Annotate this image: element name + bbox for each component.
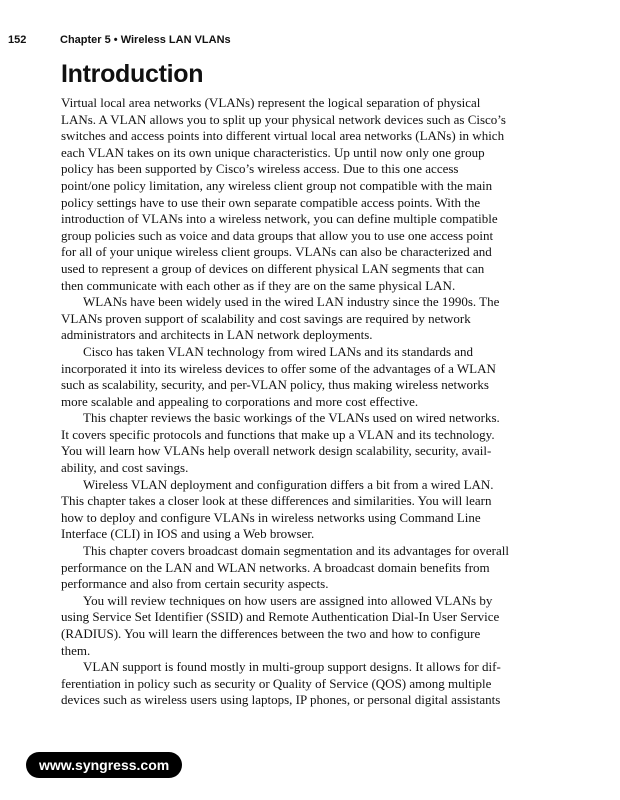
text-line: ability, and cost savings. xyxy=(61,460,189,476)
text-line: This chapter takes a closer look at these differences and similarities. You will learn xyxy=(61,493,492,509)
text-line: such as scalability, security, and per-VLAN policy, thus making wireless networks xyxy=(61,377,489,393)
paragraph-first-line: VLAN support is found mostly in multi-group support designs. It allows for dif- xyxy=(83,659,501,675)
text-line: using Service Set Identifier (SSID) and Remote Authentication Dial-In User Service xyxy=(61,609,500,625)
text-line: incorporated it into its wireless devices to offer some of the advantages of a WLAN xyxy=(61,360,496,376)
text-line: switches and access points into different virtual local area networks (LANs) in which xyxy=(61,128,505,144)
text-line: VLANs proven support of scalability and cost savings are required by network xyxy=(61,310,471,326)
text-line: It covers specific protocols and functions that make up a VLAN and its technology. xyxy=(61,426,495,442)
text-line: Interface (CLI) in IOS and using a Web browser. xyxy=(61,526,315,542)
text-line: more scalable and appealing to corporations and more cost effective. xyxy=(61,393,419,409)
paragraph-first-line: This chapter covers broadcast domain segmentation and its advantages for overall xyxy=(83,543,509,559)
text-line: them. xyxy=(61,642,91,658)
text-line: devices such as wireless users using laptops, IP phones, or personal digital assistants xyxy=(61,692,501,708)
text-line: administrators and architects in LAN network deployments. xyxy=(61,327,373,343)
text-line: group policies such as voice and data groups that allow you to use one access point xyxy=(61,227,494,243)
text-line: performance on the LAN and WLAN networks. A broadcast domain benefits from xyxy=(61,559,490,575)
text-line: (RADIUS). You will learn the differences between the two and how to configure xyxy=(61,626,481,641)
text-line: used to represent a group of devices on different physical LAN segments that can xyxy=(61,260,485,276)
paragraph-first-line: This chapter reviews the basic workings of the VLANs used on wired networks. xyxy=(83,410,500,426)
text-line: how to deploy and configure VLANs in wireless networks using Command Line xyxy=(61,509,481,525)
text-line: LANs. A VLAN allows you to split up your physical network devices such as Cisco’s xyxy=(61,111,506,127)
body-text xyxy=(61,95,543,709)
page-number: 152 xyxy=(8,34,27,46)
text-line: point/one policy limitation, any wireless client group not compatible with the main xyxy=(61,177,493,193)
publisher-url-badge[interactable]: www.syngress.com xyxy=(26,752,182,778)
chapter-title: Chapter 5 • Wireless LAN VLANs xyxy=(60,34,231,46)
text-line: performance and also from certain security aspects. xyxy=(61,576,329,592)
text-line: introduction of VLANs into a wireless network, you can define multiple compatible xyxy=(61,211,498,227)
text-line: each VLAN takes on its own unique characteristics. Up until now only one group xyxy=(61,144,485,160)
paragraph-first-line: WLANs have been widely used in the wired LAN industry since the 1990s. The xyxy=(83,294,500,310)
text-line: then communicate with each other as if they are on the same physical LAN. xyxy=(61,277,456,293)
paragraph-first-line: You will review techniques on how users are assigned into allowed VLANs by xyxy=(83,592,493,608)
paragraph-first-line: Cisco has taken VLAN technology from wired LANs and its standards and xyxy=(83,343,474,359)
section-title: Introduction xyxy=(61,60,204,88)
text-line: Virtual local area networks (VLANs) represent the logical separation of physical xyxy=(61,95,481,110)
text-line: policy settings have to use their own separate compatible access points. With the xyxy=(61,194,481,210)
text-line: policy has been supported by Cisco’s wireless access. Due to this one access xyxy=(61,161,459,177)
text-line: ferentiation in policy such as security or Quality of Service (QOS) among multiple xyxy=(61,675,492,691)
text-line: for all of your unique wireless client groups. VLANs can also be characterized and xyxy=(61,244,492,260)
running-header xyxy=(8,34,231,46)
text-line: You will learn how VLANs help overall network design scalability, security, avail- xyxy=(61,443,492,459)
paragraph-first-line: Wireless VLAN deployment and configuration differs a bit from a wired LAN. xyxy=(83,476,494,492)
